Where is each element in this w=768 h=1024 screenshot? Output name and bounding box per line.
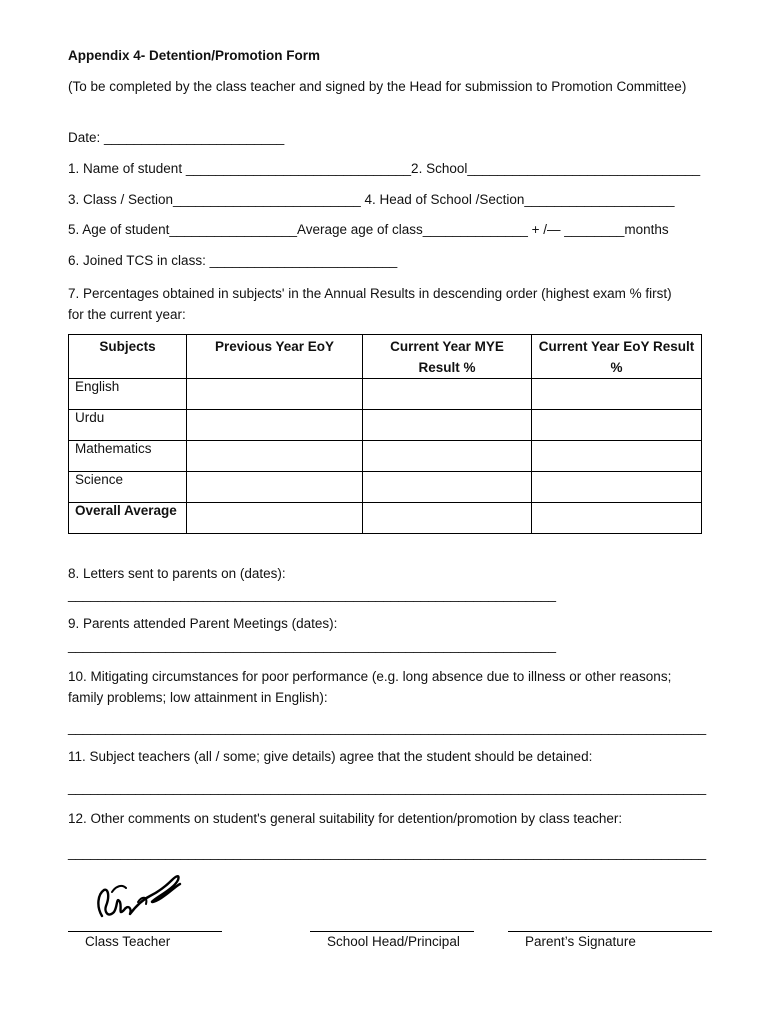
previous-eoy-cell[interactable] <box>187 379 363 410</box>
current-eoy-cell[interactable] <box>532 472 702 503</box>
date-field: Date: ________________________ <box>68 130 285 145</box>
form-title: Appendix 4- Detention/Promotion Form <box>68 48 320 63</box>
percentages-instructions: 7. Percentages obtained in subjects' in the Annual Results in descending order (highest exam % first) for the current year: <box>68 286 672 322</box>
current-mye-cell[interactable] <box>363 379 532 410</box>
age-field: 5. Age of student_________________Average age of class______________ + /— ________months <box>68 222 669 237</box>
q10-mitigating-line[interactable]: _____________________________________________________________________________________ <box>68 720 707 735</box>
subject-cell: Science <box>69 472 187 503</box>
q12-comments-label: 12. Other comments on student's general suitability for detention/promotion by class teacher: <box>68 811 623 826</box>
form-instructions: (To be completed by the class teacher and signed by the Head for submission to Promotion Committee) <box>68 79 687 94</box>
class-section-head-field: 3. Class / Section_________________________ 4. Head of School /Section____________________ <box>68 192 675 207</box>
table-row <box>69 472 702 503</box>
head-label: School Head/Principal <box>327 934 460 949</box>
q8-letters-label: 8. Letters sent to parents on (dates): <box>68 566 286 581</box>
header-current-year-eoy: Current Year EoY Result % <box>532 335 702 379</box>
q9-meetings-line[interactable]: _________________________________________________________________ <box>68 638 557 653</box>
current-mye-cell[interactable] <box>363 503 532 534</box>
subject-cell: Urdu <box>69 410 187 441</box>
subject-cell: Mathematics <box>69 441 187 472</box>
table-row <box>69 379 702 410</box>
table-header-row <box>69 335 702 379</box>
parent-signature-line[interactable] <box>508 931 712 932</box>
parent-label: Parent’s Signature <box>525 934 636 949</box>
table-row <box>69 441 702 472</box>
header-subjects: Subjects <box>69 335 187 379</box>
q9-meetings-label: 9. Parents attended Parent Meetings (dates): <box>68 616 338 631</box>
overall-average-cell: Overall Average <box>69 503 187 534</box>
results-table <box>68 334 702 534</box>
teacher-signature-image <box>92 866 188 930</box>
class-teacher-label: Class Teacher <box>85 934 171 949</box>
class-teacher-signature-line[interactable] <box>68 931 222 932</box>
current-eoy-cell[interactable] <box>532 503 702 534</box>
current-mye-cell[interactable] <box>363 410 532 441</box>
previous-eoy-cell[interactable] <box>187 472 363 503</box>
current-eoy-cell[interactable] <box>532 379 702 410</box>
previous-eoy-cell[interactable] <box>187 503 363 534</box>
q11-subject-teachers-label: 11. Subject teachers (all / some; give details) agree that the student should be detained: <box>68 749 593 764</box>
student-name-school-field: 1. Name of student ______________________________2. School_______________________________ <box>68 161 701 176</box>
subject-cell: English <box>69 379 187 410</box>
header-current-year-mye: Current Year MYE Result % <box>363 335 532 379</box>
head-signature-line[interactable] <box>310 931 474 932</box>
header-previous-year-eoy: Previous Year EoY <box>187 335 363 379</box>
table-row <box>69 503 702 534</box>
q11-subject-teachers-line[interactable]: _____________________________________________________________________________________ <box>68 780 707 795</box>
previous-eoy-cell[interactable] <box>187 441 363 472</box>
q12-comments-line[interactable]: _____________________________________________________________________________________ <box>68 845 707 860</box>
q10-mitigating-label: 10. Mitigating circumstances for poor performance (e.g. long absence due to illness or other reasons; family problems; low attainment in English): <box>68 669 672 705</box>
current-eoy-cell[interactable] <box>532 410 702 441</box>
q8-letters-line[interactable]: _________________________________________________________________ <box>68 587 557 602</box>
table-row <box>69 410 702 441</box>
current-mye-cell[interactable] <box>363 472 532 503</box>
joined-tcs-field: 6. Joined TCS in class: _________________________ <box>68 253 398 268</box>
current-mye-cell[interactable] <box>363 441 532 472</box>
previous-eoy-cell[interactable] <box>187 410 363 441</box>
current-eoy-cell[interactable] <box>532 441 702 472</box>
